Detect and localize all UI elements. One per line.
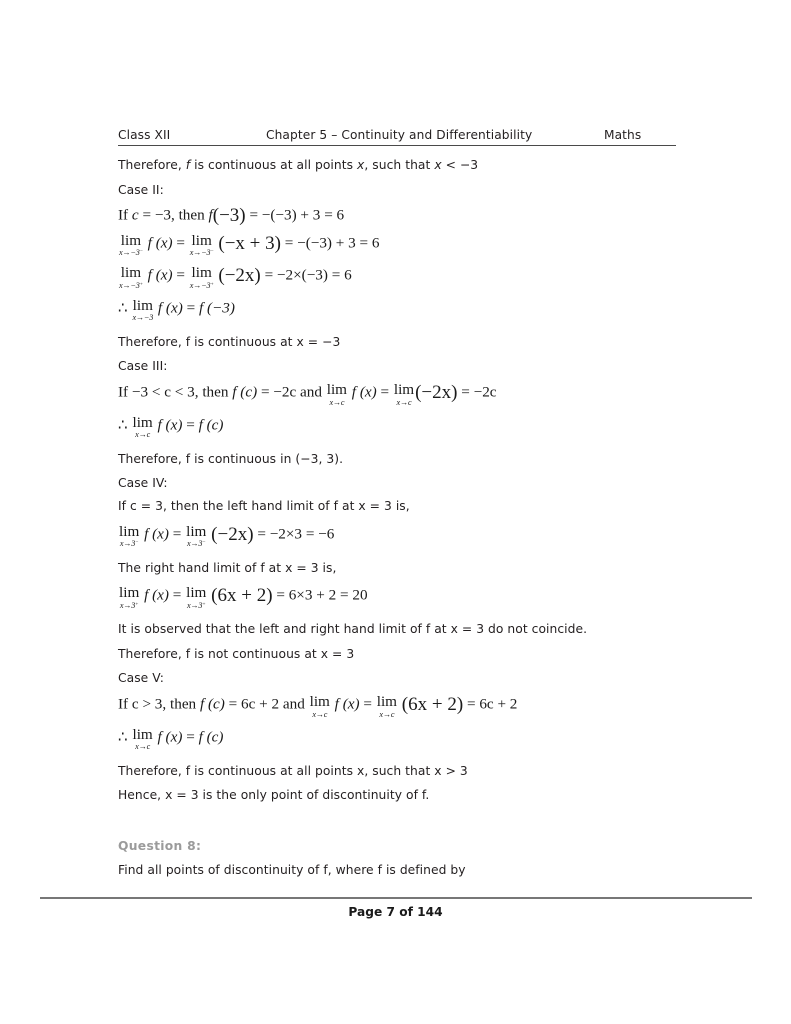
text-fragment: < −3 <box>441 158 479 172</box>
case-2-equation-4 <box>118 298 718 323</box>
lim-sub-sign: − <box>202 539 206 546</box>
lim-subscript <box>190 281 214 290</box>
lim-sub-text: x→3 <box>186 539 203 549</box>
lim-symbol: lim <box>191 264 212 282</box>
lim-subscript <box>119 539 139 548</box>
math-equals: = <box>186 728 195 746</box>
math-equals: = <box>176 266 185 284</box>
math-fx: f (x) <box>144 586 169 604</box>
math-var-c: c <box>131 206 139 224</box>
case-4-observation: It is observed that the left and right hand limit of f at x = 3 do not coincide. <box>118 621 588 636</box>
math-fx: f (x) <box>157 299 183 317</box>
math-fx: f (x) <box>157 728 183 746</box>
case-4-equation-2 <box>118 585 718 610</box>
case-4-intro: If c = 3, then the left hand limit of f at x = 3 is, <box>118 499 410 514</box>
case-5-equation-1 <box>118 694 718 719</box>
lim-subscript <box>186 601 206 610</box>
text-fragment: Therefore, <box>118 158 186 172</box>
header-class-label: Class XII <box>118 128 171 142</box>
math-rhs: = −(−3) + 3 = 6 <box>249 206 345 224</box>
question-heading: Question 8: <box>118 838 202 853</box>
case-3-label: Case III: <box>118 359 168 374</box>
math-fx: f (x) <box>334 695 360 713</box>
lim-symbol: lim <box>120 231 142 249</box>
case-2-equation-3 <box>118 265 718 290</box>
math-rhs: f (c) <box>198 728 224 746</box>
lim-sub-sign: + <box>210 281 214 288</box>
math-result: = −(−3) + 3 = 6 <box>284 234 380 252</box>
math-fx: f (x) <box>157 416 183 434</box>
case-2-conclusion: Therefore, f is continuous at x = −3 <box>118 334 341 349</box>
lim-sub-text: x→−3 <box>119 280 140 290</box>
lim-symbol: lim <box>132 296 153 314</box>
math-equals: = <box>186 299 196 317</box>
header-chapter-title: Chapter 5 – Continuity and Differentiability <box>266 128 533 142</box>
case-2-label: Case II: <box>118 182 164 197</box>
case-4-intro-2: The right hand limit of f at x = 3 is, <box>118 560 337 575</box>
math-result: = −2×3 = −6 <box>257 525 335 543</box>
lim-symbol: lim <box>186 584 207 602</box>
lim-symbol: lim <box>132 414 153 431</box>
case-5-equation-2 <box>118 727 718 752</box>
case-3-conclusion: Therefore, f is continuous in (−3, 3). <box>118 451 344 466</box>
lim-sub-sign: − <box>210 248 214 255</box>
lim-subscript <box>119 601 139 610</box>
limit-operator <box>119 524 139 549</box>
math-expression: (−2x) <box>218 265 261 287</box>
case-4-conclusion: Therefore, f is not continuous at x = 3 <box>118 646 355 661</box>
limit-operator <box>119 585 139 610</box>
math-fx: f (x) <box>144 525 169 543</box>
lim-subscript <box>186 539 206 548</box>
lim-subscript <box>190 248 214 257</box>
math-func-f: f <box>208 206 213 224</box>
lim-symbol: lim <box>376 693 397 711</box>
therefore-symbol: ∴ <box>118 416 128 434</box>
math-expression: (6x + 2) <box>401 694 464 716</box>
page-content <box>118 158 718 888</box>
hence-statement: Hence, x = 3 is the only point of discontinuity of f. <box>118 788 430 803</box>
lim-sub-text: x→−3 <box>189 280 211 290</box>
math-equals: = <box>172 586 182 604</box>
math-text: If c > 3, then <box>118 695 197 713</box>
limit-operator <box>132 298 153 323</box>
case-4-equation-1 <box>118 524 718 549</box>
math-equals: = <box>172 525 182 543</box>
lim-sub-sign: + <box>135 601 139 608</box>
lim-subscript: x→c <box>396 397 412 407</box>
lim-subscript: x→c <box>312 709 328 719</box>
lim-symbol: lim <box>119 584 140 602</box>
case-4-label: Case IV: <box>118 476 168 491</box>
case-5-label: Case V: <box>118 671 164 686</box>
lim-subscript: x→c <box>135 430 151 440</box>
case-2-equation-1 <box>118 206 718 226</box>
case-1-conclusion <box>118 158 718 172</box>
text-fragment: , such that <box>364 158 435 172</box>
lim-symbol: lim <box>186 523 207 541</box>
lim-sub-text: x→3 <box>186 600 203 610</box>
lim-subscript <box>119 281 143 290</box>
page-header <box>118 128 676 146</box>
question-text: Find all points of discontinuity of f, where f is defined by <box>118 862 466 877</box>
lim-sub-sign: − <box>135 539 139 546</box>
lim-symbol: lim <box>132 725 153 743</box>
math-expression: (−x + 3) <box>218 232 281 254</box>
therefore-symbol: ∴ <box>118 299 128 317</box>
lim-sub-sign: + <box>202 601 206 608</box>
math-text: = 6c + 2 and <box>228 695 305 713</box>
lim-sub-text: x→−3 <box>189 247 211 257</box>
math-text: = −2c and <box>260 383 322 401</box>
limit-operator <box>119 265 143 290</box>
math-text: = −3, then <box>142 206 205 224</box>
limit-operator <box>119 233 143 258</box>
lim-subscript: x→c <box>135 742 151 752</box>
limit-operator <box>310 694 330 719</box>
math-result: = −2c <box>461 383 497 401</box>
variable-x: x <box>434 158 442 172</box>
lim-subscript <box>119 248 143 257</box>
lim-symbol: lim <box>120 264 142 282</box>
variable-f: f <box>185 158 191 172</box>
lim-sub-text: x→−3 <box>119 247 140 257</box>
limit-operator <box>132 727 152 752</box>
lim-symbol: lim <box>309 693 330 711</box>
limit-operator <box>394 382 414 407</box>
math-arg: (−3) <box>212 204 246 226</box>
math-result: = 6×3 + 2 = 20 <box>276 586 368 604</box>
math-fc: f (c) <box>199 695 225 713</box>
limit-operator <box>190 265 214 290</box>
footer-page-number: Page 7 of 144 <box>348 905 443 919</box>
text-fragment: is continuous at all points <box>190 158 358 172</box>
math-result: = −2×(−3) = 6 <box>264 266 352 284</box>
math-expression: (−2x) <box>415 382 458 404</box>
variable-x: x <box>357 158 365 172</box>
lim-symbol: lim <box>119 523 140 541</box>
math-rhs: f (c) <box>198 416 224 434</box>
lim-subscript: x→c <box>379 709 395 719</box>
math-equals: = <box>363 695 372 713</box>
lim-sub-text: x→3 <box>119 600 136 610</box>
math-expression: (−2x) <box>211 523 254 545</box>
limit-operator <box>186 585 206 610</box>
math-result: = 6c + 2 <box>466 695 518 713</box>
case-3-equation-2 <box>118 415 718 440</box>
header-subject: Maths <box>604 128 642 142</box>
limit-operator <box>377 694 397 719</box>
lim-sub-sign: + <box>139 281 143 288</box>
case-3-equation-1 <box>118 382 718 407</box>
lim-subscript: x→c <box>329 397 345 407</box>
lim-symbol: lim <box>191 231 212 249</box>
math-rhs: f (−3) <box>198 299 235 317</box>
lim-symbol: lim <box>326 381 347 399</box>
math-fc: f (c) <box>232 383 258 401</box>
footer-divider <box>40 897 752 899</box>
therefore-symbol: ∴ <box>118 728 128 746</box>
section-spacer <box>118 813 718 839</box>
math-fx: f (x) <box>147 266 173 284</box>
lim-symbol: lim <box>393 381 415 399</box>
limit-operator <box>327 382 347 407</box>
lim-sub-sign: − <box>139 248 143 255</box>
limit-operator <box>186 524 206 549</box>
lim-subscript: x→−3 <box>132 313 154 323</box>
math-text: If <box>118 206 129 224</box>
math-fx: f (x) <box>147 234 173 252</box>
math-expression: (6x + 2) <box>211 585 273 607</box>
limit-operator <box>132 415 152 440</box>
limit-operator <box>190 233 214 258</box>
math-equals: = <box>380 383 390 401</box>
math-fx: f (x) <box>351 383 377 401</box>
math-equals: = <box>186 416 195 434</box>
case-2-equation-2 <box>118 233 718 258</box>
math-equals: = <box>176 234 185 252</box>
lim-sub-text: x→3 <box>119 539 136 549</box>
case-5-conclusion: Therefore, f is continuous at all points x, such that x > 3 <box>118 763 468 778</box>
math-text: If −3 < c < 3, then <box>118 383 229 401</box>
